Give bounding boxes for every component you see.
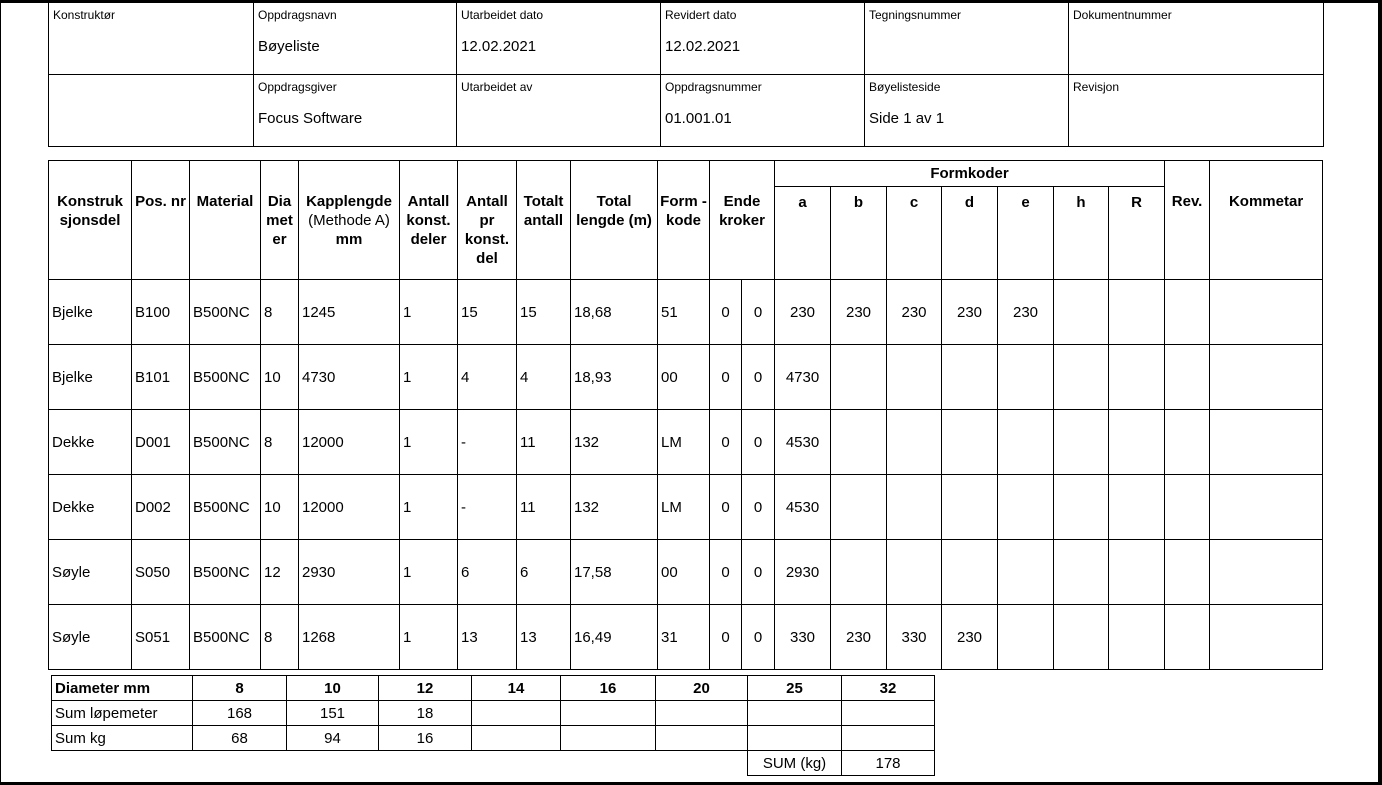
- cell-code-r: [1109, 605, 1165, 670]
- cell-endekrok-2: 0: [742, 410, 775, 475]
- header-kommentar: Kommetar: [1210, 161, 1323, 280]
- title-block-value: Side 1 av 1: [869, 109, 945, 127]
- cell-konstruksjonsdel: Søyle: [49, 605, 132, 670]
- cell-kommentar: [1210, 605, 1323, 670]
- cell-antall-pr: -: [458, 475, 517, 540]
- summary-diameter: 32: [842, 676, 935, 701]
- cell-total-lengde: 16,49: [571, 605, 658, 670]
- cell-code-h: [1054, 410, 1109, 475]
- cell-code-e: [998, 475, 1054, 540]
- cell-code-b: [831, 540, 887, 605]
- summary-kg-label: Sum kg: [52, 726, 193, 751]
- cell-posnr: B101: [132, 345, 190, 410]
- cell-formkode: 00: [658, 345, 710, 410]
- table-row: [49, 605, 1323, 670]
- cell-code-e: [998, 605, 1054, 670]
- cell-code-h: [1054, 345, 1109, 410]
- summary-diameter: 20: [656, 676, 748, 701]
- cell-kommentar: [1210, 540, 1323, 605]
- title-block-cell: [1069, 3, 1324, 74]
- cell-material: B500NC: [190, 280, 261, 345]
- summary-lopemeter-value: [472, 701, 561, 726]
- cell-kapplengde: 2930: [299, 540, 400, 605]
- cell-total-lengde: 17,58: [571, 540, 658, 605]
- summary-lopemeter-value: 168: [193, 701, 287, 726]
- summary-lopemeter-value: [656, 701, 748, 726]
- header-code-r: R: [1109, 187, 1165, 280]
- cell-code-e: 230: [998, 280, 1054, 345]
- cell-endekrok-1: 0: [710, 410, 742, 475]
- cell-code-b: 230: [831, 280, 887, 345]
- table-row: [49, 345, 1323, 410]
- title-block-cell: [1069, 74, 1324, 146]
- title-block-cell: [254, 74, 457, 146]
- summary-kg-value: [656, 726, 748, 751]
- header-totalt: Totalt antall: [517, 161, 571, 280]
- title-block-row: [49, 74, 1324, 146]
- cell-code-c: [887, 540, 942, 605]
- summary-diameter: 8: [193, 676, 287, 701]
- title-block-cell: [457, 74, 661, 146]
- cell-konstruksjonsdel: Bjelke: [49, 280, 132, 345]
- cell-rev: [1165, 605, 1210, 670]
- summary-lopemeter-value: 18: [379, 701, 472, 726]
- cell-formkode: 31: [658, 605, 710, 670]
- cell-antall-deler: 1: [400, 475, 458, 540]
- cell-antall-deler: 1: [400, 540, 458, 605]
- summary-kg-value: [748, 726, 842, 751]
- title-block-label: Tegningsnummer: [869, 8, 962, 22]
- cell-code-c: [887, 410, 942, 475]
- cell-kommentar: [1210, 280, 1323, 345]
- cell-total-lengde: 18,93: [571, 345, 658, 410]
- title-block-cell: [661, 74, 865, 146]
- cell-posnr: D001: [132, 410, 190, 475]
- summary-lopemeter-value: [842, 701, 935, 726]
- cell-code-b: [831, 475, 887, 540]
- cell-kommentar: [1210, 410, 1323, 475]
- summary-lopemeter-row: [52, 701, 935, 726]
- summary-lopemeter-value: [561, 701, 656, 726]
- cell-endekrok-1: 0: [710, 345, 742, 410]
- cell-diameter: 10: [261, 345, 299, 410]
- summary-kg-value: 68: [193, 726, 287, 751]
- cell-code-r: [1109, 410, 1165, 475]
- table-row: [49, 475, 1323, 540]
- summary-diameter: 14: [472, 676, 561, 701]
- cell-formkode: 00: [658, 540, 710, 605]
- cell-formkode: LM: [658, 410, 710, 475]
- cell-material: B500NC: [190, 475, 261, 540]
- cell-rev: [1165, 540, 1210, 605]
- cell-posnr: B100: [132, 280, 190, 345]
- cell-antall-pr: 6: [458, 540, 517, 605]
- title-block-label: Oppdragsnummer: [665, 79, 762, 94]
- cell-code-e: [998, 410, 1054, 475]
- cell-endekrok-2: 0: [742, 280, 775, 345]
- cell-endekrok-2: 0: [742, 475, 775, 540]
- title-block-cell: [661, 3, 865, 74]
- bending-schedule-table: [48, 160, 1323, 670]
- cell-code-a: 330: [775, 605, 831, 670]
- cell-kapplengde: 12000: [299, 475, 400, 540]
- cell-antall-deler: 1: [400, 345, 458, 410]
- title-block-cell: [457, 3, 661, 74]
- cell-endekrok-2: 0: [742, 345, 775, 410]
- cell-rev: [1165, 280, 1210, 345]
- cell-code-b: [831, 410, 887, 475]
- summary-diameter: 10: [287, 676, 379, 701]
- header-code-h: h: [1054, 187, 1109, 280]
- header-code-a: a: [775, 187, 831, 280]
- title-block-value: 01.001.01: [665, 109, 732, 127]
- cell-posnr: S051: [132, 605, 190, 670]
- cell-kommentar: [1210, 345, 1323, 410]
- cell-posnr: D002: [132, 475, 190, 540]
- summary-lopemeter-label: Sum løpemeter: [52, 701, 193, 726]
- cell-code-b: [831, 345, 887, 410]
- header-endekroker: Ende kroker: [710, 161, 775, 280]
- header-total-lengde: Total lengde (m): [571, 161, 658, 280]
- title-block-label: Utarbeidet dato: [461, 8, 544, 22]
- cell-diameter: 8: [261, 605, 299, 670]
- title-block-value: 12.02.2021: [461, 38, 537, 55]
- cell-endekrok-2: 0: [742, 605, 775, 670]
- cell-totalt: 6: [517, 540, 571, 605]
- cell-code-d: [942, 475, 998, 540]
- cell-code-a: 230: [775, 280, 831, 345]
- cell-antall-pr: -: [458, 410, 517, 475]
- cell-code-h: [1054, 475, 1109, 540]
- header-material: Material: [190, 161, 261, 280]
- cell-antall-deler: 1: [400, 605, 458, 670]
- cell-code-c: 230: [887, 280, 942, 345]
- cell-material: B500NC: [190, 605, 261, 670]
- cell-totalt: 15: [517, 280, 571, 345]
- summary-kg-value: [842, 726, 935, 751]
- cell-formkode: LM: [658, 475, 710, 540]
- title-block-row: [49, 3, 1324, 74]
- title-block-label: Oppdragsgiver: [258, 79, 337, 94]
- header-diameter: Dia met er: [261, 161, 299, 280]
- header-konstruksjonsdel: Konstruk sjonsdel: [49, 161, 132, 280]
- cell-konstruksjonsdel: Bjelke: [49, 345, 132, 410]
- cell-code-d: 230: [942, 280, 998, 345]
- cell-total-lengde: 18,68: [571, 280, 658, 345]
- header-posnr: Pos. nr: [132, 161, 190, 280]
- header-code-e: e: [998, 187, 1054, 280]
- summary-kg-value: 16: [379, 726, 472, 751]
- header-kapplengde-method: (Methode A): [308, 212, 390, 229]
- cell-antall-pr: 15: [458, 280, 517, 345]
- summary-blank: [52, 751, 748, 776]
- summary-diameter: 25: [748, 676, 842, 701]
- summary-diameter-label: Diameter mm: [52, 676, 193, 701]
- summary-diameter-row: [52, 676, 935, 701]
- cell-code-r: [1109, 540, 1165, 605]
- title-block-value: Focus Software: [258, 109, 363, 127]
- cell-code-a: 4530: [775, 410, 831, 475]
- summary-sum-kg-label: SUM (kg): [748, 751, 842, 776]
- cell-code-a: 2930: [775, 540, 831, 605]
- cell-code-h: [1054, 540, 1109, 605]
- cell-diameter: 8: [261, 410, 299, 475]
- cell-code-b: 230: [831, 605, 887, 670]
- summary-lopemeter-value: [748, 701, 842, 726]
- summary-kg-value: 94: [287, 726, 379, 751]
- header-formkoder: Formkoder: [775, 161, 1165, 187]
- cell-code-c: 330: [887, 605, 942, 670]
- title-block-cell: [49, 3, 254, 74]
- cell-diameter: 8: [261, 280, 299, 345]
- table-row: [49, 540, 1323, 605]
- title-block-value: 12.02.2021: [665, 38, 741, 55]
- header-antall-pr: Antall pr konst. del: [458, 161, 517, 280]
- title-block-label: Utarbeidet av: [461, 79, 533, 94]
- summary-kg-value: [561, 726, 656, 751]
- header-antall-deler: Antall konst. deler: [400, 161, 458, 280]
- summary-diameter: 16: [561, 676, 656, 701]
- table-row: [49, 410, 1323, 475]
- summary-table: [51, 675, 935, 776]
- cell-code-a: 4730: [775, 345, 831, 410]
- cell-konstruksjonsdel: Dekke: [49, 475, 132, 540]
- summary-diameter: 12: [379, 676, 472, 701]
- summary-kg-value: [472, 726, 561, 751]
- cell-material: B500NC: [190, 345, 261, 410]
- title-block-label: Revidert dato: [665, 8, 737, 22]
- title-block-label: Revisjon: [1073, 79, 1120, 94]
- cell-code-d: [942, 540, 998, 605]
- title-block-cell: [865, 74, 1069, 146]
- cell-code-c: [887, 475, 942, 540]
- cell-code-e: [998, 540, 1054, 605]
- cell-code-e: [998, 345, 1054, 410]
- title-block-label: Bøyelisteside: [869, 79, 941, 94]
- header-formkode: Form -kode: [658, 161, 710, 280]
- summary-kg-row: [52, 726, 935, 751]
- cell-code-c: [887, 345, 942, 410]
- cell-material: B500NC: [190, 410, 261, 475]
- title-block-value: Bøyeliste: [258, 38, 320, 55]
- header-kapplengde-label: Kapplengde: [306, 193, 392, 210]
- title-block-cell: [865, 3, 1069, 74]
- cell-material: B500NC: [190, 540, 261, 605]
- summary-sum-kg-value: 178: [842, 751, 935, 776]
- cell-konstruksjonsdel: Dekke: [49, 410, 132, 475]
- cell-antall-pr: 4: [458, 345, 517, 410]
- summary-lopemeter-value: 151: [287, 701, 379, 726]
- title-block: [48, 3, 1324, 147]
- cell-totalt: 4: [517, 345, 571, 410]
- cell-endekrok-1: 0: [710, 475, 742, 540]
- cell-code-h: [1054, 605, 1109, 670]
- header-code-d: d: [942, 187, 998, 280]
- header-code-c: c: [887, 187, 942, 280]
- cell-rev: [1165, 410, 1210, 475]
- cell-kapplengde: 12000: [299, 410, 400, 475]
- cell-code-r: [1109, 475, 1165, 540]
- cell-totalt: 11: [517, 475, 571, 540]
- cell-total-lengde: 132: [571, 475, 658, 540]
- cell-code-r: [1109, 345, 1165, 410]
- cell-kapplengde: 1245: [299, 280, 400, 345]
- cell-code-h: [1054, 280, 1109, 345]
- cell-code-d: [942, 345, 998, 410]
- header-code-b: b: [831, 187, 887, 280]
- cell-code-a: 4530: [775, 475, 831, 540]
- cell-totalt: 11: [517, 410, 571, 475]
- cell-code-d: 230: [942, 605, 998, 670]
- header-kapplengde: [299, 161, 400, 280]
- cell-kommentar: [1210, 475, 1323, 540]
- table-row: [49, 280, 1323, 345]
- cell-antall-pr: 13: [458, 605, 517, 670]
- cell-antall-deler: 1: [400, 410, 458, 475]
- summary-total-row: [52, 751, 935, 776]
- cell-totalt: 13: [517, 605, 571, 670]
- cell-kapplengde: 1268: [299, 605, 400, 670]
- cell-endekrok-1: 0: [710, 540, 742, 605]
- cell-endekrok-1: 0: [710, 605, 742, 670]
- header-rev: Rev.: [1165, 161, 1210, 280]
- cell-posnr: S050: [132, 540, 190, 605]
- title-block-label: Oppdragsnavn: [258, 8, 337, 22]
- cell-formkode: 51: [658, 280, 710, 345]
- title-block-label: Dokumentnummer: [1073, 8, 1172, 22]
- title-block-cell: [49, 74, 254, 146]
- cell-kapplengde: 4730: [299, 345, 400, 410]
- cell-code-r: [1109, 280, 1165, 345]
- header-kapplengde-unit: mm: [335, 231, 363, 248]
- cell-endekrok-2: 0: [742, 540, 775, 605]
- title-block-label: Konstruktør: [53, 8, 116, 22]
- cell-code-d: [942, 410, 998, 475]
- cell-antall-deler: 1: [400, 280, 458, 345]
- cell-diameter: 10: [261, 475, 299, 540]
- cell-diameter: 12: [261, 540, 299, 605]
- cell-rev: [1165, 475, 1210, 540]
- title-block-cell: [254, 3, 457, 74]
- cell-rev: [1165, 345, 1210, 410]
- cell-total-lengde: 132: [571, 410, 658, 475]
- cell-konstruksjonsdel: Søyle: [49, 540, 132, 605]
- cell-endekrok-1: 0: [710, 280, 742, 345]
